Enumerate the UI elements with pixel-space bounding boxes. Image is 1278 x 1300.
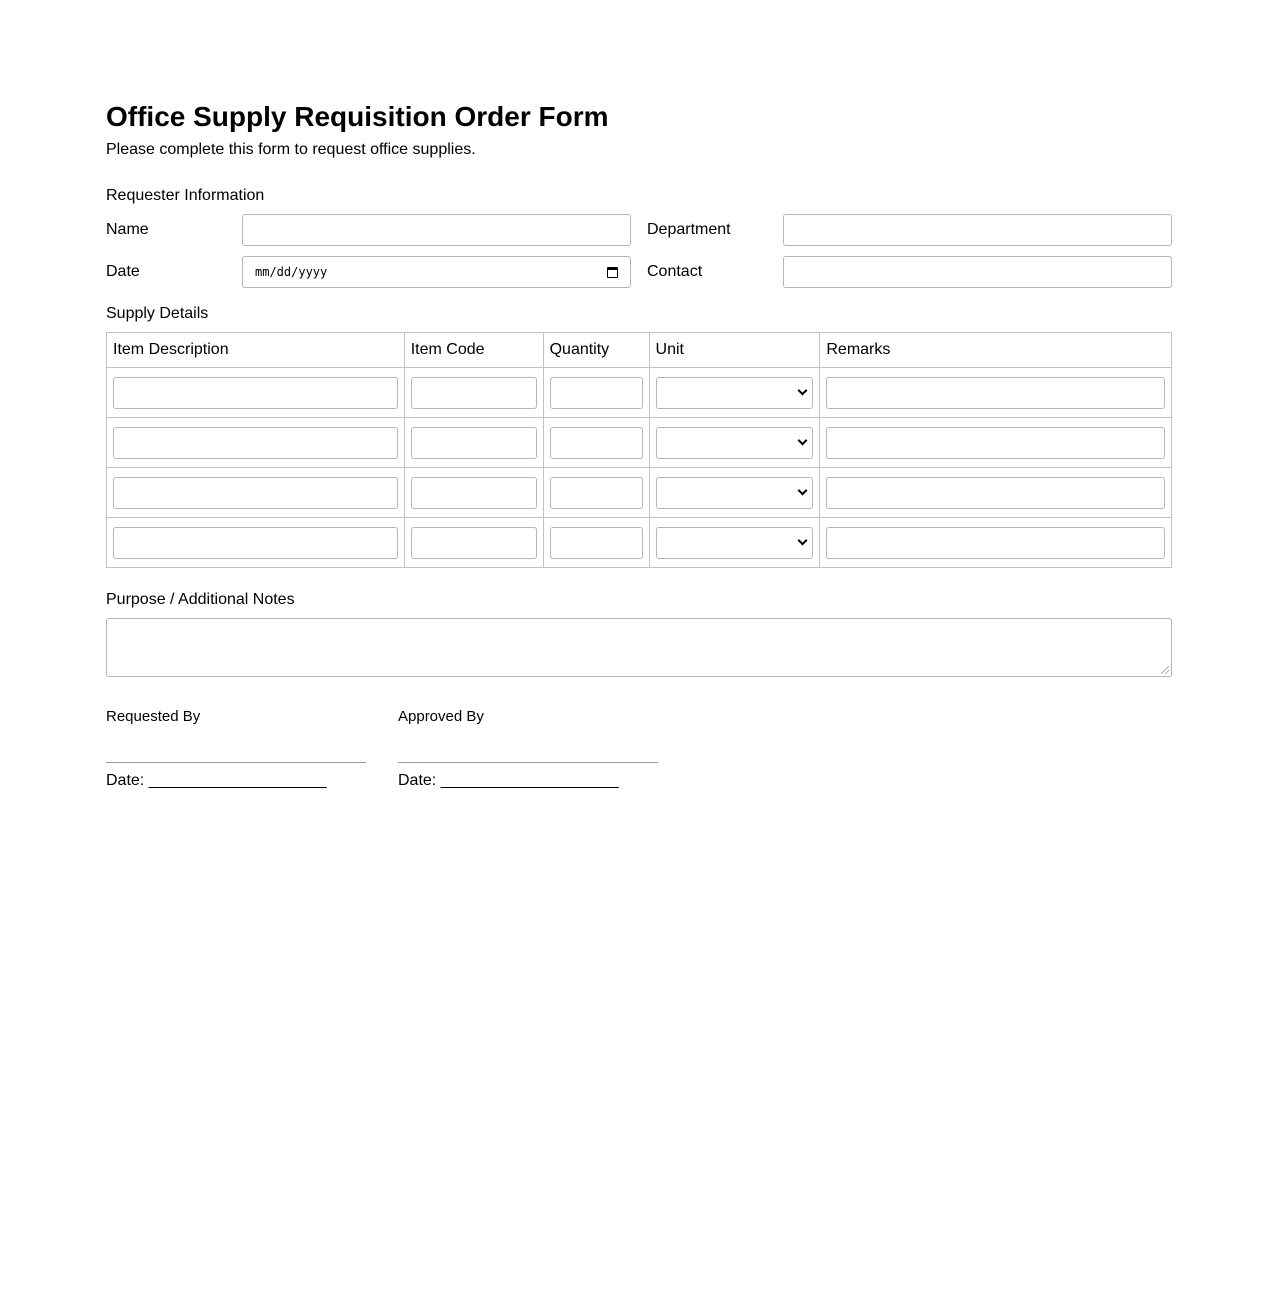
- approved-by-block: [398, 708, 658, 791]
- page-title: Office Supply Requisition Order Form: [106, 101, 609, 132]
- unit-select[interactable]: [656, 527, 814, 559]
- requested-by-date: Date: ____________________: [106, 772, 327, 789]
- table-row: [107, 518, 1172, 568]
- contact-label: Contact: [647, 263, 703, 280]
- remarks-input[interactable]: [826, 477, 1165, 509]
- name-input[interactable]: [242, 214, 631, 246]
- column-header-item-description: Item Description: [107, 333, 405, 368]
- unit-select[interactable]: [656, 477, 814, 509]
- remarks-input[interactable]: [826, 427, 1165, 459]
- unit-select[interactable]: [656, 377, 814, 409]
- department-input[interactable]: [783, 214, 1172, 246]
- date-placeholder: mm/dd/yyyy: [255, 265, 328, 279]
- item-description-input[interactable]: [113, 527, 398, 559]
- contact-input[interactable]: [783, 256, 1172, 288]
- column-header-quantity: Quantity: [543, 333, 649, 368]
- requested-by-block: [106, 708, 366, 791]
- supply-table: [106, 332, 1172, 568]
- table-row: [107, 468, 1172, 518]
- chevron-down-icon: [798, 385, 808, 395]
- requester-section-label: Requester Information: [106, 187, 265, 204]
- approved-by-signature-line: [398, 762, 658, 763]
- approved-by-date: Date: ____________________: [398, 772, 619, 789]
- chevron-down-icon: [798, 435, 808, 445]
- approved-by-label: Approved By: [398, 708, 484, 725]
- column-header-unit: Unit: [649, 333, 820, 368]
- date-input[interactable]: [242, 256, 631, 288]
- table-row: [107, 418, 1172, 468]
- signature-row: [106, 708, 1172, 791]
- quantity-input[interactable]: [550, 477, 643, 509]
- requested-by-signature-line: [106, 762, 366, 763]
- chevron-down-icon: [798, 535, 808, 545]
- quantity-input[interactable]: [550, 377, 643, 409]
- notes-label: Purpose / Additional Notes: [106, 591, 295, 608]
- department-label: Department: [647, 221, 731, 238]
- table-row: [107, 368, 1172, 418]
- quantity-input[interactable]: [550, 527, 643, 559]
- item-code-input[interactable]: [411, 377, 537, 409]
- name-label: Name: [106, 221, 149, 238]
- item-description-input[interactable]: [113, 477, 398, 509]
- page-subtitle: Please complete this form to request office supplies.: [106, 141, 476, 158]
- remarks-input[interactable]: [826, 527, 1165, 559]
- item-code-input[interactable]: [411, 527, 537, 559]
- item-code-input[interactable]: [411, 427, 537, 459]
- unit-select[interactable]: [656, 427, 814, 459]
- requisition-form: [106, 100, 1172, 791]
- table-header-row: [107, 333, 1172, 368]
- column-header-remarks: Remarks: [820, 333, 1172, 368]
- calendar-icon[interactable]: [607, 267, 618, 278]
- item-description-input[interactable]: [113, 377, 398, 409]
- requested-by-label: Requested By: [106, 708, 201, 725]
- quantity-input[interactable]: [550, 427, 643, 459]
- column-header-item-code: Item Code: [404, 333, 543, 368]
- remarks-input[interactable]: [826, 377, 1165, 409]
- item-code-input[interactable]: [411, 477, 537, 509]
- supply-section-label: Supply Details: [106, 305, 209, 322]
- notes-textarea[interactable]: [106, 618, 1172, 677]
- requester-info-grid: [106, 214, 1172, 288]
- resize-handle-icon[interactable]: [1161, 666, 1169, 674]
- chevron-down-icon: [798, 485, 808, 495]
- date-label: Date: [106, 263, 140, 280]
- item-description-input[interactable]: [113, 427, 398, 459]
